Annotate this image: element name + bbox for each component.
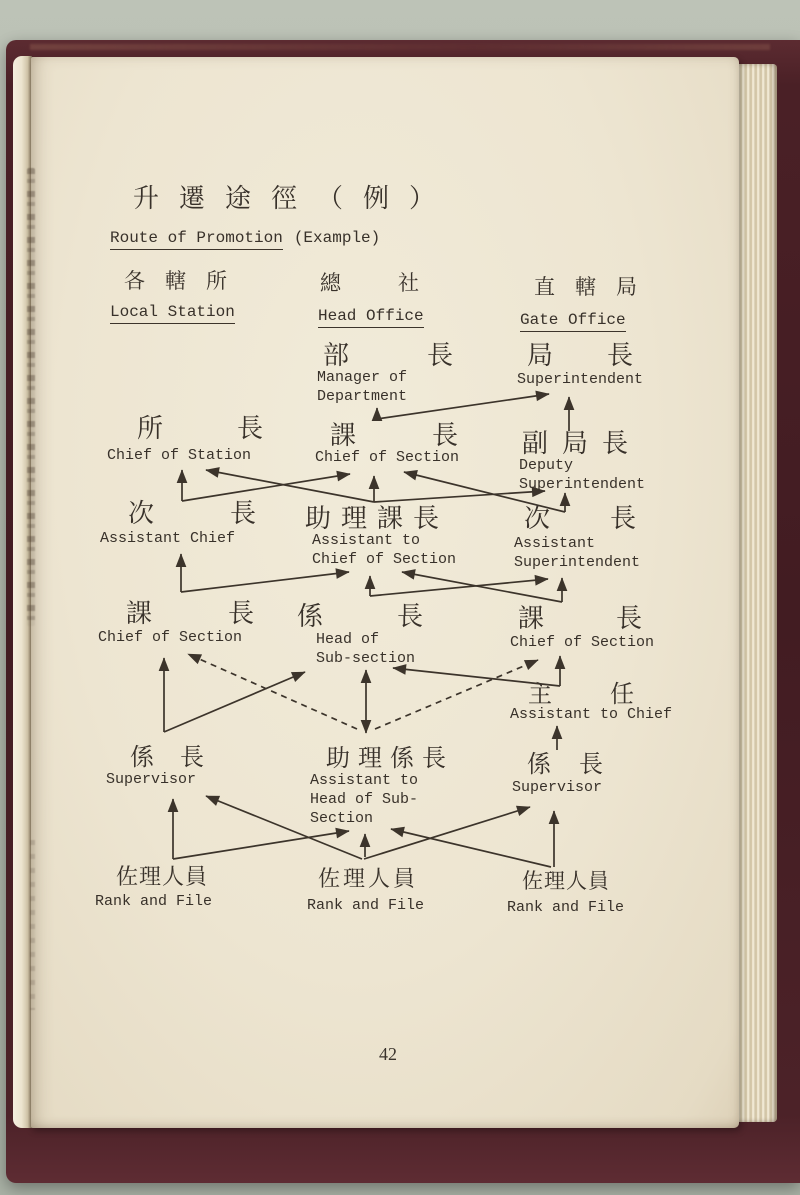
node-manager-dept-en1: Manager of (317, 369, 408, 386)
node-asst-cos-en (312, 531, 456, 569)
node-rank-and-file-ho-en: Rank and File (307, 897, 425, 914)
node-deputy-superintendent-ja: 副局長 (522, 429, 643, 459)
node-asst-head-of-subsection-en3: Section (310, 810, 374, 827)
node-asst-head-of-subsection-en1: Assistant to (310, 772, 419, 789)
node-head-of-subsection-ja: 係 長 (297, 602, 448, 632)
node-asst-cos-en2: Chief of Section (312, 551, 457, 568)
node-assistant-to-chief-en: Assistant to Chief (510, 706, 673, 723)
node-head-of-subsection-en (316, 630, 415, 668)
node-supervisor-ls-ja: 係 長 (130, 743, 205, 771)
column-header-local-station-ja: 各轄所 (124, 269, 247, 293)
node-superintendent-en: Superintendent (517, 371, 644, 388)
node-rank-and-file-go-en: Rank and File (507, 899, 625, 916)
node-chief-of-station-en: Chief of Station (107, 447, 252, 464)
node-deputy-superintendent-en1: Deputy (519, 457, 574, 474)
node-deputy-superintendent-en2: Superintendent (519, 476, 646, 493)
node-manager-dept-en2: Department (317, 388, 408, 405)
node-supervisor-go-en: Supervisor (512, 779, 603, 796)
node-assistant-superintendent-en (514, 534, 640, 572)
node-cos-go-en: Chief of Section (510, 634, 655, 651)
node-cos-ls-ja: 課 長 (126, 599, 280, 629)
node-asst-head-of-subsection-en2: Head of Sub- (310, 791, 419, 808)
node-asst-cos-en1: Assistant to (312, 532, 421, 549)
node-assistant-superintendent-en2: Superintendent (514, 554, 641, 571)
column-header-gate-office-en (520, 311, 626, 330)
node-supervisor-ls-en: Supervisor (106, 771, 197, 788)
node-assistant-superintendent-ja: 次 長 (524, 504, 654, 534)
node-cos-ls-en: Chief of Section (98, 629, 243, 646)
node-chief-of-station-ja: 所 長 (137, 414, 288, 444)
page-title-ja: 升遷途徑（例） (133, 184, 456, 214)
node-superintendent-ja: 局 長 (527, 341, 648, 371)
page-title-en (110, 229, 380, 248)
column-header-gate-office-ja: 直轄局 (534, 275, 657, 299)
node-cos-ho-en: Chief of Section (315, 449, 460, 466)
column-header-local-station-en-text: Local Station (110, 303, 235, 324)
node-asst-cos-ja: 助理課長 (305, 504, 450, 534)
node-assistant-chief-ja: 次 長 (128, 499, 282, 529)
node-cos-go-ja: 課 長 (518, 604, 666, 634)
node-rank-and-file-ls-ja: 佐理人員 (116, 865, 209, 890)
node-rank-and-file-ho-ja: 佐理人員 (318, 867, 419, 892)
node-manager-dept-en (317, 368, 407, 406)
node-rank-and-file-ls-en: Rank and File (95, 893, 213, 910)
node-rank-and-file-go-ja: 佐理人員 (522, 869, 610, 893)
node-head-of-subsection-en2: Sub-section (316, 650, 416, 667)
column-header-gate-office-en-text: Gate Office (520, 311, 626, 332)
node-supervisor-go-ja: 係 長 (527, 750, 605, 778)
node-asst-head-of-subsection-ja: 助理係長 (326, 744, 454, 772)
column-header-head-office-ja: 總 社 (320, 271, 437, 295)
column-header-local-station-en (110, 303, 235, 322)
column-header-head-office-en-text: Head Office (318, 307, 424, 328)
page-title-en-underlined: Route of Promotion (110, 229, 283, 250)
page-number: 42 (379, 1044, 397, 1064)
node-assistant-superintendent-en1: Assistant (514, 535, 596, 552)
page-title-en-rest: (Example) (293, 229, 381, 247)
column-header-head-office-en (318, 307, 424, 326)
node-cos-ho-ja: 課 長 (330, 421, 484, 451)
node-head-of-subsection-en1: Head of (316, 631, 380, 648)
node-deputy-superintendent-en (519, 456, 645, 494)
node-manager-dept-ja: 部 長 (323, 341, 480, 371)
node-asst-head-of-subsection-en (310, 771, 418, 828)
node-assistant-to-chief-ja: 主 任 (528, 680, 651, 708)
node-assistant-chief-en: Assistant Chief (100, 530, 236, 547)
